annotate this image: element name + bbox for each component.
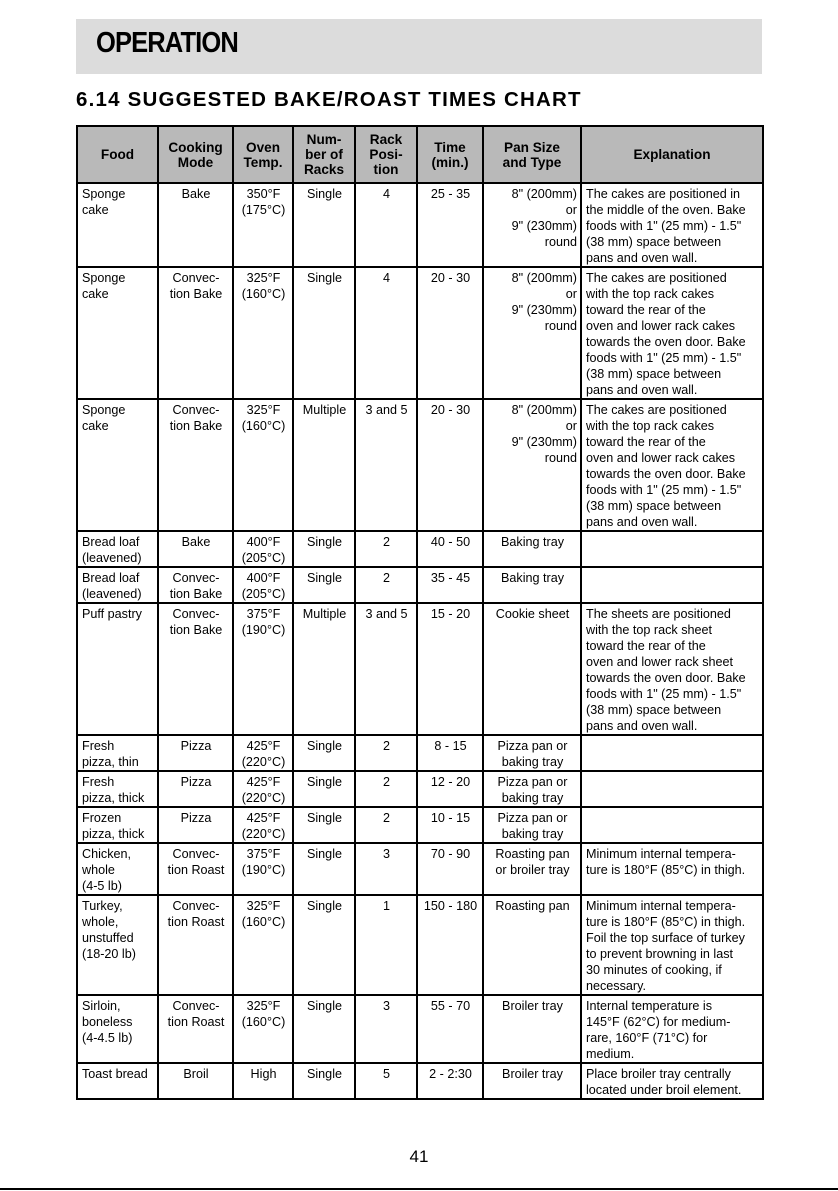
table-row: [77, 1063, 763, 1099]
pan-cell: [483, 267, 581, 399]
rack-position-cell: 5: [355, 1063, 417, 1099]
pan-cell-line: or: [565, 287, 577, 301]
rack-position-cell: 3: [355, 843, 417, 895]
pan-cell: [483, 183, 581, 267]
time-cell: 35 - 45: [417, 567, 483, 603]
explanation-cell: [581, 183, 763, 267]
pan-cell-line: round: [544, 451, 577, 465]
food-cell: [77, 531, 158, 567]
explanation-cell-line: rare, 160°F (71°C) for: [586, 1031, 708, 1045]
section-title: 6.14 SUGGESTED BAKE/ROAST TIMES CHART: [76, 88, 582, 111]
racks-cell: Single: [293, 531, 355, 567]
food-cell: [77, 267, 158, 399]
oven-temp-cell-line: (160°C): [241, 419, 286, 433]
time-cell: 40 - 50: [417, 531, 483, 567]
pan-cell: [483, 843, 581, 895]
pan-cell: [483, 1063, 581, 1099]
racks-cell: Single: [293, 995, 355, 1063]
cooking-mode-cell-line: Convec-: [172, 899, 220, 913]
column-header-line: Racks: [303, 162, 345, 177]
table-row: [77, 843, 763, 895]
column-header-explanation: [581, 126, 763, 183]
pan-cell-line: 9" (230mm): [511, 219, 577, 233]
pan-cell-line: Roasting pan: [495, 847, 570, 861]
food-cell-line: Sirloin,: [82, 999, 121, 1013]
oven-temp-cell-line: 350°F: [246, 187, 281, 201]
explanation-cell-line: toward the rear of the: [586, 435, 706, 449]
cooking-mode-cell: [158, 771, 233, 807]
column-header-line: Pan Size: [504, 139, 560, 155]
oven-temp-cell: [233, 531, 293, 567]
food-cell-line: (leavened): [82, 551, 142, 565]
table-row: [77, 735, 763, 771]
cooking-mode-cell-line: tion Roast: [167, 1015, 225, 1029]
table-row: [77, 895, 763, 995]
explanation-cell: [581, 603, 763, 735]
pan-cell-line: Roasting pan: [495, 899, 570, 913]
column-header-line: ber of: [305, 147, 343, 162]
time-cell: 20 - 30: [417, 399, 483, 531]
explanation-cell-line: oven and lower rack cakes: [586, 451, 736, 465]
pan-cell-line: 9" (230mm): [511, 435, 577, 449]
rack-position-cell: 2: [355, 567, 417, 603]
food-cell-line: whole: [82, 863, 115, 877]
time-cell: 70 - 90: [417, 843, 483, 895]
cooking-mode-cell-line: Convec-: [172, 271, 220, 285]
cooking-mode-cell: [158, 807, 233, 843]
oven-temp-cell-line: (160°C): [241, 915, 286, 929]
food-cell-line: (leavened): [82, 587, 142, 601]
table-row: [77, 995, 763, 1063]
oven-temp-cell-line: 400°F: [246, 571, 281, 585]
rack-position-cell: 2: [355, 771, 417, 807]
explanation-cell-line: 30 minutes of cooking, if: [586, 963, 722, 977]
pan-cell-line: Baking tray: [501, 535, 564, 549]
pan-cell: [483, 399, 581, 531]
racks-cell: Single: [293, 1063, 355, 1099]
food-cell: [77, 843, 158, 895]
explanation-cell-line: toward the rear of the: [586, 639, 706, 653]
column-header-line: and Type: [502, 154, 562, 170]
explanation-cell-line: (38 mm) space between: [586, 703, 722, 717]
explanation-cell-line: (38 mm) space between: [586, 235, 722, 249]
oven-temp-cell: [233, 267, 293, 399]
oven-temp-cell: [233, 895, 293, 995]
food-cell-line: pizza, thick: [82, 827, 145, 841]
oven-temp-cell-line: (220°C): [241, 791, 286, 805]
explanation-cell-line: Minimum internal tempera-: [586, 847, 736, 861]
explanation-cell: [581, 531, 763, 567]
explanation-cell: [581, 267, 763, 399]
food-cell: [77, 399, 158, 531]
oven-temp-cell-line: (190°C): [241, 623, 286, 637]
food-cell-line: Puff pastry: [82, 607, 142, 621]
oven-temp-cell-line: 325°F: [246, 999, 281, 1013]
food-cell-line: pizza, thin: [82, 755, 139, 769]
explanation-cell-line: The sheets are positioned: [586, 607, 731, 621]
explanation-cell-line: pans and oven wall.: [586, 515, 698, 529]
pan-cell-line: round: [544, 319, 577, 333]
food-cell: [77, 567, 158, 603]
food-cell-line: pizza, thick: [82, 791, 145, 805]
food-cell-line: unstuffed: [82, 931, 134, 945]
racks-cell: Single: [293, 807, 355, 843]
cooking-mode-cell: [158, 995, 233, 1063]
cooking-mode-cell-line: Convec-: [172, 847, 220, 861]
racks-cell: Single: [293, 267, 355, 399]
column-header-food: [77, 126, 158, 183]
food-cell-line: (18-20 lb): [82, 947, 136, 961]
time-cell: 150 - 180: [417, 895, 483, 995]
food-cell-line: Sponge: [82, 187, 126, 201]
pan-cell-line: 8" (200mm): [511, 271, 577, 285]
time-cell: 8 - 15: [417, 735, 483, 771]
table-row: [77, 267, 763, 399]
column-header-line: Explanation: [633, 147, 711, 162]
table-row: [77, 567, 763, 603]
oven-temp-cell-line: (190°C): [241, 863, 286, 877]
cooking-mode-cell-line: tion Roast: [167, 915, 225, 929]
explanation-cell-line: 145°F (62°C) for medium-: [586, 1015, 731, 1029]
cooking-mode-cell-line: Broil: [183, 1067, 209, 1081]
pan-cell-line: or: [565, 203, 577, 217]
oven-temp-cell: [233, 567, 293, 603]
explanation-cell: [581, 895, 763, 995]
pan-cell-line: Pizza pan or: [497, 739, 568, 753]
food-cell-line: Turkey,: [82, 899, 123, 913]
oven-temp-cell: [233, 771, 293, 807]
table-header-row: [77, 126, 763, 183]
food-cell-line: whole,: [82, 915, 119, 929]
column-header-line: Num-: [306, 132, 342, 147]
column-header-pan-size-type: [483, 126, 581, 183]
oven-temp-cell: [233, 735, 293, 771]
oven-temp-cell: [233, 1063, 293, 1099]
time-cell: 20 - 30: [417, 267, 483, 399]
food-cell-line: boneless: [82, 1015, 133, 1029]
oven-temp-cell-line: (205°C): [241, 551, 286, 565]
pan-cell-line: or broiler tray: [495, 863, 570, 877]
column-header-line: tion: [373, 162, 399, 177]
column-header-line: (min.): [431, 154, 469, 170]
oven-temp-cell-line: 325°F: [246, 403, 281, 417]
oven-temp-cell-line: (205°C): [241, 587, 286, 601]
time-cell: 12 - 20: [417, 771, 483, 807]
pan-cell-line: Pizza pan or: [497, 775, 568, 789]
footer-rule: [0, 1188, 838, 1190]
racks-cell: Single: [293, 735, 355, 771]
food-cell: [77, 895, 158, 995]
explanation-cell-line: towards the oven door. Bake: [586, 467, 746, 481]
explanation-cell-line: the middle of the oven. Bake: [586, 203, 746, 217]
column-header-oven-temp: [233, 126, 293, 183]
column-header-line: Rack: [369, 132, 403, 147]
explanation-cell-line: medium.: [586, 1047, 635, 1061]
pan-cell: [483, 531, 581, 567]
explanation-cell-line: with the top rack cakes: [586, 287, 715, 301]
explanation-cell-line: foods with 1" (25 mm) - 1.5": [586, 687, 742, 701]
explanation-cell: [581, 567, 763, 603]
racks-cell: Multiple: [293, 399, 355, 531]
food-cell: [77, 735, 158, 771]
pan-cell: [483, 995, 581, 1063]
explanation-cell: [581, 735, 763, 771]
table-row: [77, 399, 763, 531]
cooking-mode-cell-line: Pizza: [180, 739, 212, 753]
explanation-cell-line: ture is 180°F (85°C) in thigh.: [586, 915, 746, 929]
cooking-mode-cell-line: Convec-: [172, 999, 220, 1013]
oven-temp-cell-line: 400°F: [246, 535, 281, 549]
pan-cell: [483, 807, 581, 843]
column-header-cooking-mode: [158, 126, 233, 183]
food-cell-line: Toast bread: [82, 1067, 148, 1081]
rack-position-cell: 4: [355, 183, 417, 267]
explanation-cell: [581, 771, 763, 807]
racks-cell: Multiple: [293, 603, 355, 735]
explanation-cell-line: with the top rack sheet: [586, 623, 713, 637]
rack-position-cell: 2: [355, 735, 417, 771]
rack-position-cell: 2: [355, 807, 417, 843]
pan-cell: [483, 567, 581, 603]
racks-cell: Single: [293, 895, 355, 995]
rack-position-cell: 4: [355, 267, 417, 399]
explanation-cell-line: located under broil element.: [586, 1083, 742, 1097]
time-cell: 10 - 15: [417, 807, 483, 843]
cooking-mode-cell-line: Pizza: [180, 811, 212, 825]
cooking-mode-cell-line: tion Bake: [169, 623, 223, 637]
food-cell-line: Fresh: [82, 739, 115, 753]
explanation-cell-line: oven and lower rack sheet: [586, 655, 734, 669]
pan-cell-line: Broiler tray: [502, 999, 563, 1013]
food-cell-line: (4-4.5 lb): [82, 1031, 133, 1045]
table-row: [77, 531, 763, 567]
food-cell-line: Bread loaf: [82, 535, 140, 549]
food-cell-line: Frozen: [82, 811, 122, 825]
oven-temp-cell-line: (175°C): [241, 203, 286, 217]
food-cell: [77, 771, 158, 807]
cooking-mode-cell: [158, 567, 233, 603]
column-header-line: Oven: [246, 139, 280, 155]
cooking-mode-cell: [158, 531, 233, 567]
pan-cell-line: Cookie sheet: [495, 607, 570, 621]
oven-temp-cell: [233, 603, 293, 735]
rack-position-cell: 1: [355, 895, 417, 995]
cooking-mode-cell: [158, 735, 233, 771]
column-header-rack-position: [355, 126, 417, 183]
cooking-mode-cell-line: Convec-: [172, 607, 220, 621]
cooking-mode-cell-line: tion Bake: [169, 287, 223, 301]
cooking-mode-cell-line: tion Roast: [167, 863, 225, 877]
food-cell: [77, 1063, 158, 1099]
explanation-cell-line: The cakes are positioned: [586, 403, 727, 417]
page-number: 41: [409, 1147, 429, 1166]
cooking-mode-cell-line: Convec-: [172, 403, 220, 417]
column-header-line: Mode: [177, 154, 214, 170]
oven-temp-cell-line: 325°F: [246, 899, 281, 913]
table-body: [77, 183, 763, 1099]
explanation-cell-line: foods with 1" (25 mm) - 1.5": [586, 351, 742, 365]
explanation-cell-line: foods with 1" (25 mm) - 1.5": [586, 219, 742, 233]
food-cell-line: Chicken,: [82, 847, 131, 861]
rack-position-cell: 3 and 5: [355, 399, 417, 531]
pan-cell-line: Broiler tray: [502, 1067, 563, 1081]
cooking-mode-cell-line: Bake: [181, 187, 211, 201]
pan-cell: [483, 895, 581, 995]
pan-cell: [483, 771, 581, 807]
pan-cell-line: Baking tray: [501, 571, 564, 585]
food-cell: [77, 183, 158, 267]
food-cell-line: cake: [82, 203, 109, 217]
food-cell-line: Bread loaf: [82, 571, 140, 585]
food-cell-line: (4-5 lb): [82, 879, 122, 893]
food-cell-line: cake: [82, 419, 109, 433]
column-header-line: Temp.: [243, 154, 283, 170]
explanation-cell-line: (38 mm) space between: [586, 499, 722, 513]
table-row: [77, 603, 763, 735]
banner-title: OPERATION: [96, 27, 238, 59]
explanation-cell-line: pans and oven wall.: [586, 383, 698, 397]
explanation-cell-line: to prevent browning in last: [586, 947, 734, 961]
oven-temp-cell-line: (220°C): [241, 755, 286, 769]
cooking-mode-cell: [158, 1063, 233, 1099]
oven-temp-cell: [233, 843, 293, 895]
oven-temp-cell: [233, 183, 293, 267]
racks-cell: Single: [293, 567, 355, 603]
pan-cell: [483, 735, 581, 771]
pan-cell-line: 9" (230mm): [511, 303, 577, 317]
explanation-cell-line: Place broiler tray centrally: [586, 1067, 731, 1081]
cooking-mode-cell: [158, 399, 233, 531]
explanation-cell-line: (38 mm) space between: [586, 367, 722, 381]
oven-temp-cell: [233, 995, 293, 1063]
pan-cell-line: or: [565, 419, 577, 433]
explanation-cell-line: toward the rear of the: [586, 303, 706, 317]
explanation-cell-line: necessary.: [586, 979, 646, 993]
explanation-cell-line: ture is 180°F (85°C) in thigh.: [586, 863, 746, 877]
pan-cell-line: baking tray: [501, 827, 564, 841]
oven-temp-cell: [233, 399, 293, 531]
time-cell: 25 - 35: [417, 183, 483, 267]
oven-temp-cell-line: 375°F: [246, 847, 281, 861]
bake-roast-times-table: [76, 125, 764, 1100]
cooking-mode-cell-line: Pizza: [180, 775, 212, 789]
pan-cell-line: 8" (200mm): [511, 403, 577, 417]
explanation-cell: [581, 399, 763, 531]
table-row: [77, 807, 763, 843]
time-cell: 15 - 20: [417, 603, 483, 735]
racks-cell: Single: [293, 843, 355, 895]
oven-temp-cell-line: 375°F: [246, 607, 281, 621]
pan-cell-line: Pizza pan or: [497, 811, 568, 825]
explanation-cell-line: pans and oven wall.: [586, 251, 698, 265]
food-cell-line: cake: [82, 287, 109, 301]
food-cell-line: Sponge: [82, 403, 126, 417]
cooking-mode-cell-line: tion Bake: [169, 419, 223, 433]
explanation-cell-line: pans and oven wall.: [586, 719, 698, 733]
column-header-line: Time: [434, 139, 466, 155]
pan-cell-line: 8" (200mm): [511, 187, 577, 201]
table-row: [77, 771, 763, 807]
column-header-line: Cooking: [168, 139, 223, 155]
cooking-mode-cell: [158, 267, 233, 399]
explanation-cell-line: The cakes are positioned in: [586, 187, 741, 201]
column-header-number-of-racks: [293, 126, 355, 183]
cooking-mode-cell-line: tion Bake: [169, 587, 223, 601]
food-cell: [77, 603, 158, 735]
pan-cell: [483, 603, 581, 735]
cooking-mode-cell: [158, 895, 233, 995]
oven-temp-cell-line: 425°F: [246, 775, 281, 789]
explanation-cell: [581, 1063, 763, 1099]
oven-temp-cell: [233, 807, 293, 843]
column-header-line: Food: [100, 147, 135, 162]
food-cell: [77, 995, 158, 1063]
explanation-cell-line: towards the oven door. Bake: [586, 671, 746, 685]
rack-position-cell: 3: [355, 995, 417, 1063]
time-cell: 55 - 70: [417, 995, 483, 1063]
explanation-cell-line: The cakes are positioned: [586, 271, 727, 285]
column-header-time: [417, 126, 483, 183]
explanation-cell: [581, 843, 763, 895]
table-row: [77, 183, 763, 267]
explanation-cell-line: Internal temperature is: [586, 999, 712, 1013]
food-cell-line: Fresh: [82, 775, 115, 789]
racks-cell: Single: [293, 183, 355, 267]
oven-temp-cell-line: 425°F: [246, 739, 281, 753]
column-header-line: Posi-: [369, 147, 403, 162]
pan-cell-line: baking tray: [501, 755, 564, 769]
explanation-cell-line: with the top rack cakes: [586, 419, 715, 433]
pan-cell-line: round: [544, 235, 577, 249]
pan-cell-line: baking tray: [501, 791, 564, 805]
explanation-cell-line: Foil the top surface of turkey: [586, 931, 745, 945]
oven-temp-cell-line: (160°C): [241, 1015, 286, 1029]
explanation-cell-line: foods with 1" (25 mm) - 1.5": [586, 483, 742, 497]
oven-temp-cell-line: (220°C): [241, 827, 286, 841]
oven-temp-cell-line: (160°C): [241, 287, 286, 301]
oven-temp-cell-line: 325°F: [246, 271, 281, 285]
oven-temp-cell-line: High: [250, 1067, 277, 1081]
time-cell: 2 - 2:30: [417, 1063, 483, 1099]
section-banner: [76, 19, 762, 74]
cooking-mode-cell: [158, 183, 233, 267]
racks-cell: Single: [293, 771, 355, 807]
explanation-cell-line: Minimum internal tempera-: [586, 899, 736, 913]
cooking-mode-cell-line: Convec-: [172, 571, 220, 585]
explanation-cell-line: towards the oven door. Bake: [586, 335, 746, 349]
explanation-cell: [581, 995, 763, 1063]
explanation-cell-line: oven and lower rack cakes: [586, 319, 736, 333]
food-cell-line: Sponge: [82, 271, 126, 285]
cooking-mode-cell: [158, 603, 233, 735]
explanation-cell: [581, 807, 763, 843]
cooking-mode-cell: [158, 843, 233, 895]
rack-position-cell: 3 and 5: [355, 603, 417, 735]
cooking-mode-cell-line: Bake: [181, 535, 211, 549]
food-cell: [77, 807, 158, 843]
rack-position-cell: 2: [355, 531, 417, 567]
oven-temp-cell-line: 425°F: [246, 811, 281, 825]
